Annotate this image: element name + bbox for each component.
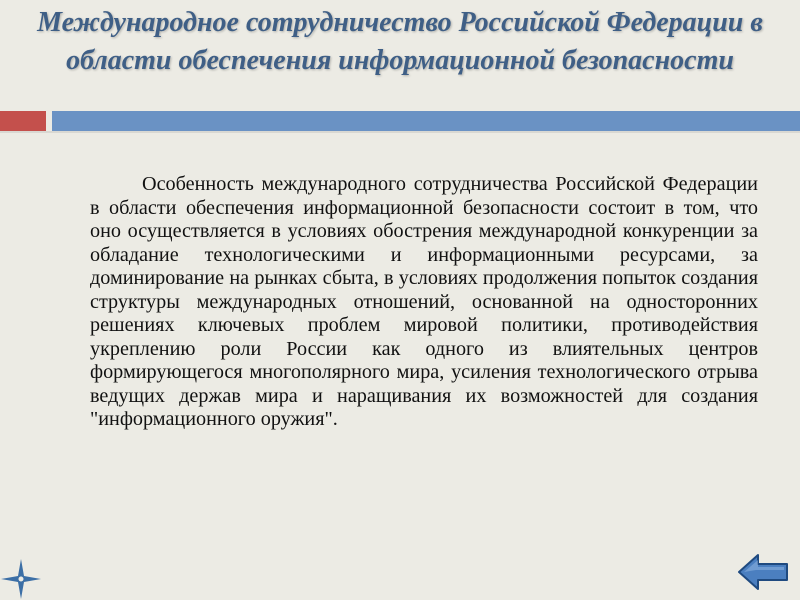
four-point-star-icon [0, 558, 42, 600]
back-arrow-icon [739, 555, 787, 589]
title-divider-shadow [0, 131, 800, 133]
slide-title: Международное сотрудничество Российской Федерации в области обеспечения информационной безопасности [37, 7, 763, 76]
body-paragraph: Особенность международного сотрудничества Российской Федерации в области обеспечения информационной безопасности состоит в том, что оно осуществляется в условиях обострения международной конкуренции за обладание технологическими и информационными ресурсами, за доминирование на рынках сбыта, в условиях продолжения попыток создания структуры международных отношений, основанной на односторонних решениях ключевых проблем мировой политики, противодействия укреплению роли России как одного из влиятельных центров формирующегося многополярного мира, усиления технологического отрыва ведущих держав мира и наращивания их возможностей для создания "информационного оружия". [90, 173, 758, 430]
back-arrow-button[interactable] [736, 552, 790, 592]
title-divider-red [0, 111, 46, 131]
title-divider-blue [52, 111, 800, 131]
